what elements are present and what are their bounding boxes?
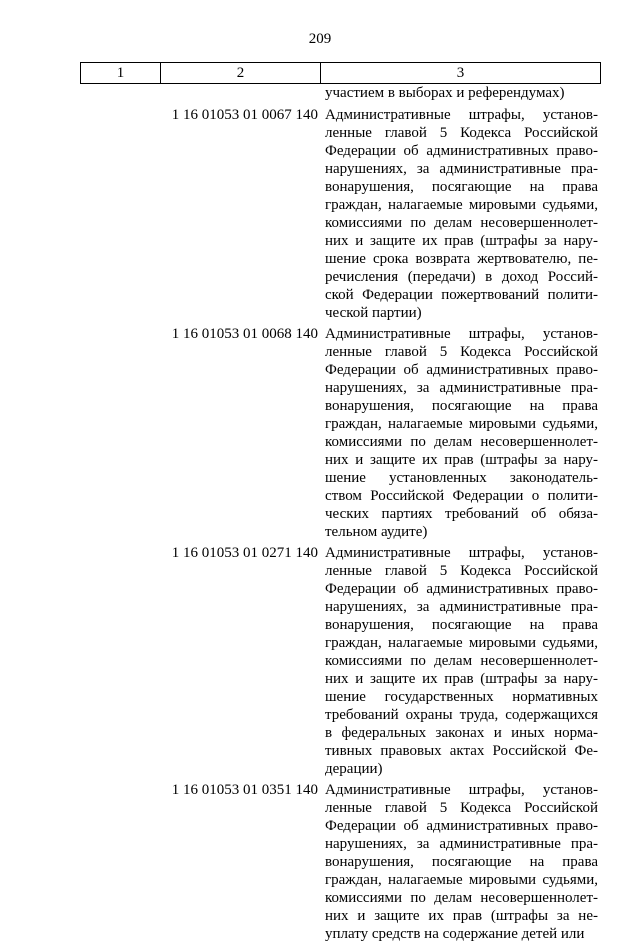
description-line: ленные главой 5 Кодекса Российской xyxy=(325,344,598,360)
description-line: шение государственных нормативных xyxy=(325,689,598,705)
description-line: требований охраны труда, содержащихся xyxy=(325,707,598,723)
description-line: нарушениях, за административные пра- xyxy=(325,836,598,852)
description-line: уплату средств на содержание детей или xyxy=(325,926,585,942)
budget-classification-code: 1 16 01053 01 0068 140 xyxy=(171,326,318,342)
description-line: ством Российской Федерации о полити- xyxy=(325,488,598,504)
description-line: Административные штрафы, установ- xyxy=(325,326,598,342)
description-line: Федерации об административных право- xyxy=(325,143,598,159)
description-line: Административные штрафы, установ- xyxy=(325,107,598,123)
description-line: ленные главой 5 Кодекса Российской xyxy=(325,125,598,141)
description-line: Федерации об административных право- xyxy=(325,818,598,834)
description-line: комиссиями по делам несовершеннолет- xyxy=(325,890,598,906)
description-line: дерации) xyxy=(325,761,383,777)
description-line: комиссиями по делам несовершеннолет- xyxy=(325,434,598,450)
description-line: ческой партии) xyxy=(325,305,422,321)
description-line: тивных правовых актах Российской Фе- xyxy=(325,743,598,759)
description-line: тельном аудите) xyxy=(325,524,428,540)
column-header-2: 2 xyxy=(161,63,321,83)
description-line: граждан, налагаемые мировыми судьями, xyxy=(325,872,598,888)
description-line: граждан, налагаемые мировыми судьями, xyxy=(325,635,598,651)
description-line: нарушениях, за административные пра- xyxy=(325,599,598,615)
description-line: Федерации об административных право- xyxy=(325,581,598,597)
description-line: комиссиями по делам несовершеннолет- xyxy=(325,653,598,669)
description-line: в федеральных законах и иных норма- xyxy=(325,725,598,741)
column-header-3: 3 xyxy=(456,65,465,81)
description-line: ленные главой 5 Кодекса Российской xyxy=(325,563,598,579)
description-line: Административные штрафы, установ- xyxy=(325,782,598,798)
description-line: вонарушения, посягающие на права xyxy=(325,617,598,633)
description-line: граждан, налагаемые мировыми судьями, xyxy=(325,197,598,213)
row-description xyxy=(325,106,598,322)
description-line: нарушениях, за административные пра- xyxy=(325,380,598,396)
budget-classification-code: 1 16 01053 01 0271 140 xyxy=(171,545,318,561)
description-line: шение срока возврата жертвователю, пе- xyxy=(325,251,598,267)
description-line: вонарушения, посягающие на права xyxy=(325,398,598,414)
description-line: ленные главой 5 Кодекса Российской xyxy=(325,800,598,816)
row-description xyxy=(325,325,598,541)
description-line: Административные штрафы, установ- xyxy=(325,545,598,561)
budget-classification-code: 1 16 01053 01 0067 140 xyxy=(171,107,318,123)
budget-classification-code: 1 16 01053 01 0351 140 xyxy=(171,782,318,798)
description-line: нарушениях, за административные пра- xyxy=(325,161,598,177)
description-line: ческих партиях требований об обяза- xyxy=(325,506,598,522)
description-line: вонарушения, посягающие на права xyxy=(325,854,598,870)
continuation-line: участием в выборах и референдумах) xyxy=(325,85,565,101)
page-number: 209 xyxy=(308,31,332,47)
description-line: них и защите их прав (штрафы за нару- xyxy=(325,233,598,249)
description-line: них и защите их прав (штрафы за нару- xyxy=(325,671,598,687)
description-line: ской Федерации пожертвований полити- xyxy=(325,287,598,303)
column-header-row xyxy=(80,62,601,84)
description-line: Федерации об административных право- xyxy=(325,362,598,378)
description-line: граждан, налагаемые мировыми судьями, xyxy=(325,416,598,432)
column-header-1: 1 xyxy=(81,63,161,83)
description-line: них и защите их прав (штрафы за нару- xyxy=(325,452,598,468)
row-description xyxy=(325,781,598,943)
row-description xyxy=(325,544,598,778)
description-line: шение установленных законодатель- xyxy=(325,470,598,486)
description-line: них и защите их прав (штрафы за не- xyxy=(325,908,598,924)
description-line: речисления (передачи) в доход Россий- xyxy=(325,269,598,285)
description-line: комиссиями по делам несовершеннолет- xyxy=(325,215,598,231)
description-line: вонарушения, посягающие на права xyxy=(325,179,598,195)
